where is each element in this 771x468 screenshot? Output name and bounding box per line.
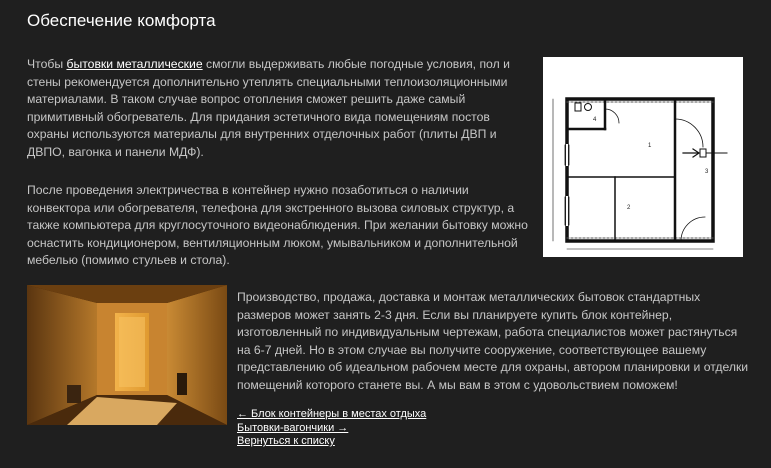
- next-article-link[interactable]: Бытовки-вагончики →: [237, 421, 349, 434]
- intro-text-before: Чтобы: [27, 57, 67, 71]
- pagination-links: [237, 408, 426, 449]
- metal-cabins-link[interactable]: бытовки металлические: [66, 57, 203, 71]
- page-title: Обеспечение комфорта: [27, 11, 216, 30]
- back-to-list-link[interactable]: Вернуться к списку: [237, 435, 335, 447]
- floor-plan-drawing: [543, 57, 743, 257]
- cabin-interior-drawing: [27, 285, 227, 425]
- floor-plan-image: [543, 57, 743, 257]
- plan-room-label: 4: [593, 117, 597, 123]
- electricity-paragraph: После проведения электричества в контейнер нужно позаботиться о наличии конвектора или обогревателя, телефона для экстренного вызова силовых структур, а также компьютера для круглосуточного видеонаблюдения. При желании бытовку можно оснастить кондиционером, вентиляционным люком, умывальником и дополнительной мебелью (помимо стульев и стола).: [27, 183, 528, 268]
- cabin-interior-photo: [27, 285, 227, 425]
- plan-room-label: 2: [627, 205, 631, 211]
- intro-paragraph: [27, 56, 532, 162]
- production-paragraph: Производство, продажа, доставка и монтаж металлических бытовок стандартных размеров может занять 2-3 дня. Если вы планируете купить блок контейнер, изготовленный по индивидуальным чертежам, работа специалистов может растянуться на 6-7 дней. Но в этом случае вы получите сооружение, соответствующее вашему представлению об идеальном рабочем месте для охраны, автором планировки и отделки помещений которого станете вы. А мы вам в этом с удовольствием поможем!: [237, 290, 749, 392]
- intro-text-after: смогли выдерживать любые погодные условия, пол и стены рекомендуется дополнительно утеплять специальными теплоизоляционными материалами. В таком случае вопрос отопления сможет решить даже самый примитивный обогреватель. Для придания эстетичного вида помещениям постов охраны используются материалы для внутренних отделочных работ (плиты ДВП и ДВПО, вагонка и панели МДФ).: [27, 57, 510, 159]
- prev-article-link[interactable]: ← Блок контейнеры в местах отдыха: [237, 408, 427, 420]
- plan-room-label: 3: [705, 169, 709, 175]
- plan-room-label: 1: [648, 143, 652, 149]
